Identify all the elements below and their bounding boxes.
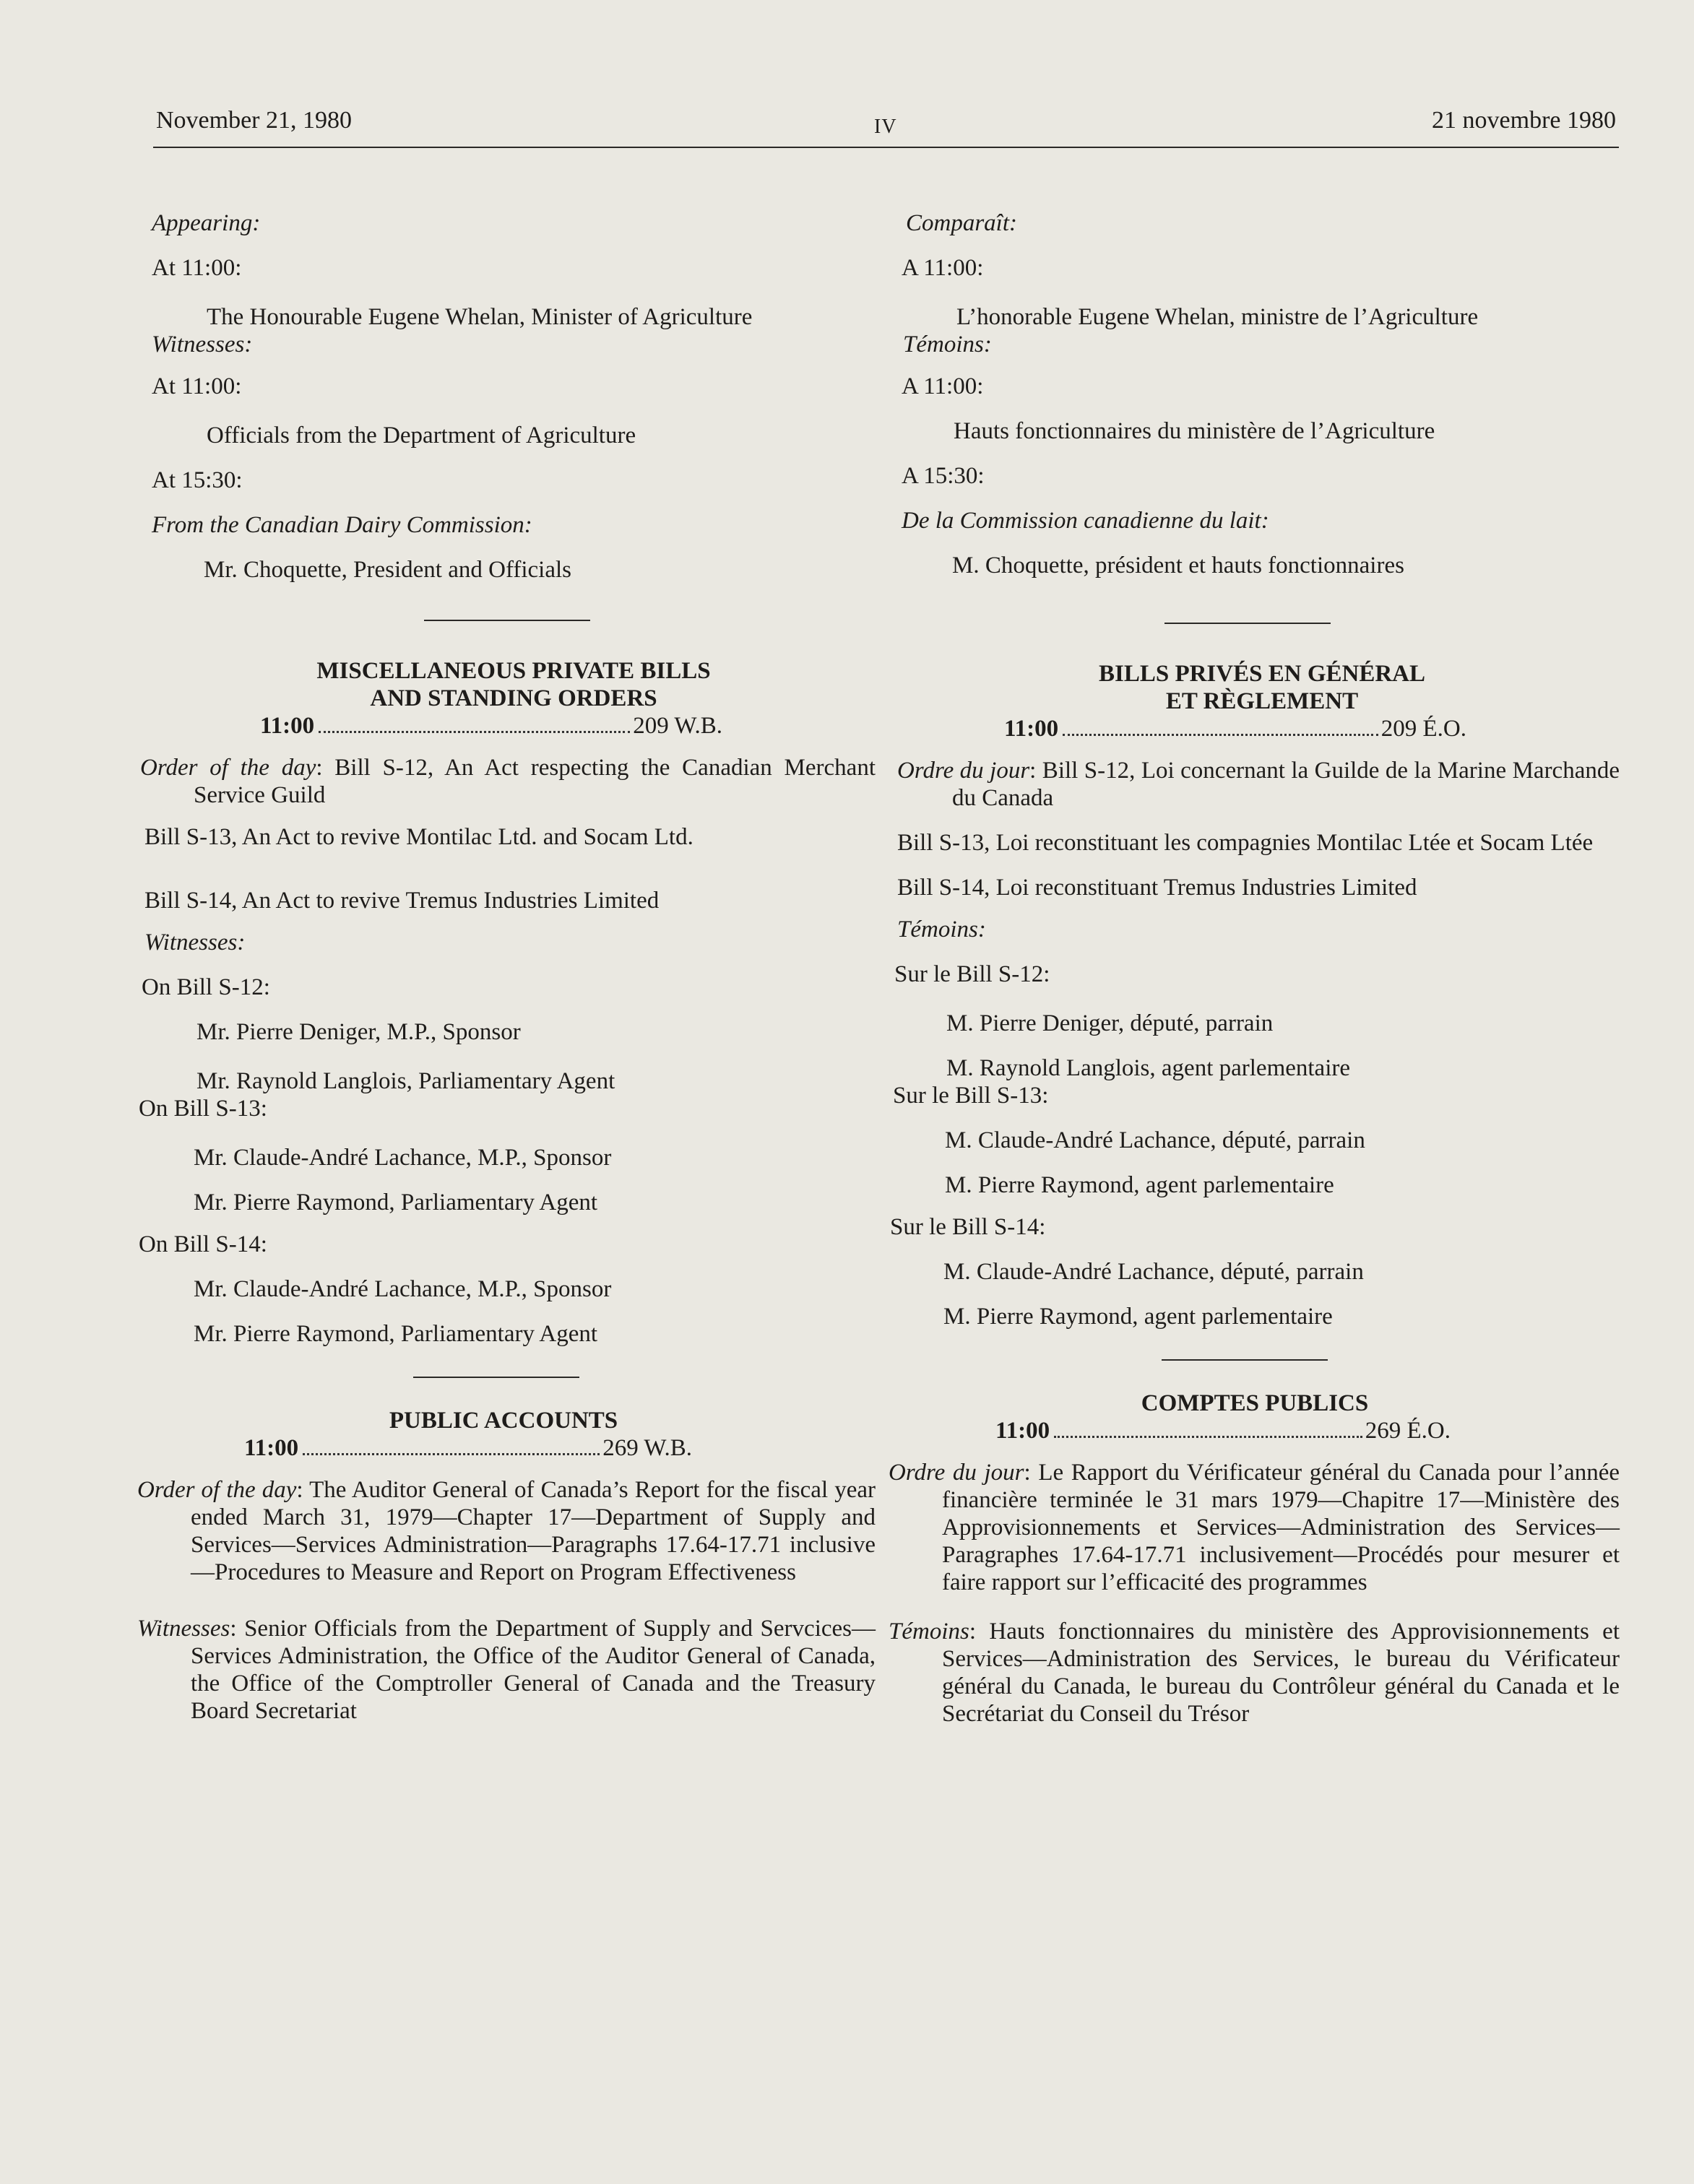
witness-name: Mr. Pierre Raymond, Parliamentary Agent [194,1190,598,1216]
meeting-room: 269 W.B. [602,1435,692,1461]
appearing-label: Comparaît: [906,210,1018,236]
witnesses-label: Témoins: [903,332,992,358]
leader-dots [1054,1436,1362,1438]
english-column [139,209,876,1725]
bill-s14: Bill S-14, An Act to revive Tremus Industries Limited [144,888,660,914]
witness-time-1: At 11:00: [152,373,242,399]
witness-name-2: M. Choquette, président et hauts fonctionnaires [952,552,1404,578]
witnesses-label: Témoins: [897,916,986,942]
meeting-room: 209 É.O. [1380,716,1466,742]
witness-name: M. Pierre Raymond, agent parlementaire [943,1304,1333,1330]
order-of-the-day: Order of the day: The Auditor General of Canada’s Report for the fiscal year ended March 31, 1979—Chapter 17—Department of Supply and Services—Services Administration—Paragraphs 17.64-17.71 inclusive—Procedures to Measure and Report on Program Effectiveness [137,1477,876,1585]
section-title: BILLS PRIVÉS EN GÉNÉRAL [1098,661,1426,687]
section-title: PUBLIC ACCOUNTS [389,1408,618,1434]
witness-name-1: Hauts fonctionnaires du ministère de l’Agriculture [954,418,1435,444]
witnesses-label: Witnesses: [144,930,246,956]
witness-name-2: Mr. Choquette, President and Officials [204,557,571,583]
witness-name: Mr. Pierre Raymond, Parliamentary Agent [194,1321,598,1347]
time-room-row [890,715,1466,742]
bill-s13: Bill S-13, An Act to revive Montilac Ltd. and Socam Ltd. [144,824,693,850]
witnesses-label: Witnesses: [152,332,253,358]
meeting-time: 11:00 [244,1435,299,1461]
leader-dots [319,731,630,733]
witness-org-2: From the Canadian Dairy Commission: [152,512,532,538]
time-room-row [139,1434,692,1462]
on-bill-s12: Sur le Bill S-12: [894,961,1050,987]
appearing-label: Appearing: [152,210,261,236]
witnesses-paragraph: Witnesses: Senior Officials from the Department of Supply and Servcices—Services Administration, the Office of the Auditor General of Canada, the Office of the Comptroller General of Canada and the Treasury Board Secretariat [137,1616,876,1724]
on-bill-s13: Sur le Bill S-13: [893,1083,1049,1109]
witness-name: M. Pierre Deniger, député, parrain [946,1010,1274,1036]
on-bill-s14: Sur le Bill S-14: [890,1214,1046,1240]
witness-name: M. Claude-André Lachance, député, parrain [945,1127,1365,1153]
french-column [890,209,1620,1728]
witness-name: M. Raynold Langlois, agent parlementaire [946,1055,1351,1081]
witness-name: M. Pierre Raymond, agent parlementaire [945,1172,1334,1198]
page-number: IV [874,116,897,138]
section-title: ET RÈGLEMENT [1165,688,1359,714]
bill-s13: Bill S-13, Loi reconstituant les compagnies Montilac Ltée et Socam Ltée [897,830,1594,856]
header-date-en: November 21, 1980 [156,107,353,134]
meeting-time: 11:00 [260,713,315,739]
witness-name-1: Officials from the Department of Agriculture [207,422,636,448]
meeting-room: 209 W.B. [633,713,722,739]
witness-time-1: A 11:00: [902,373,984,399]
appearing-name: L’honorable Eugene Whelan, ministre de l’Agriculture [956,304,1479,330]
witness-time-2: A 15:30: [902,463,985,489]
section-title: COMPTES PUBLICS [1141,1390,1369,1416]
order-of-the-day: Order of the day: Bill S-12, An Act respecting the Canadian Merchant Service Guild [140,755,876,808]
witness-org-2: De la Commission canadienne du lait: [902,508,1269,534]
witness-name: Mr. Claude-André Lachance, M.P., Sponsor [194,1145,612,1171]
section-title: MISCELLANEOUS PRIVATE BILLS [316,658,711,684]
meeting-room: 269 É.O. [1365,1418,1451,1444]
witness-time-2: At 15:30: [152,467,243,493]
order-of-the-day: Ordre du jour: Bill S-12, Loi concernant la Guilde de la Marine Marchande du Canada [897,758,1620,811]
time-room-row [152,712,722,740]
on-bill-s13: On Bill S-13: [139,1096,267,1122]
witness-name: Mr. Raynold Langlois, Parliamentary Agent [196,1068,615,1094]
leader-dots [1063,734,1378,736]
appearing-time: A 11:00: [902,255,984,281]
appearing-time: At 11:00: [152,255,242,281]
appearing-name: The Honourable Eugene Whelan, Minister of Agriculture [207,304,753,330]
leader-dots [303,1453,600,1455]
header-date-fr: 21 novembre 1980 [1432,107,1616,134]
witness-name: Mr. Pierre Deniger, M.P., Sponsor [196,1019,521,1045]
witnesses-paragraph: Témoins: Hauts fonctionnaires du ministère des Approvisionnements et Services—Administration des Services, le bureau du Vérificateur général du Canada, le bureau du Contrôleur général du Canada et le Secrétariat du Conseil du Trésor [889,1618,1620,1727]
meeting-time: 11:00 [1004,716,1059,742]
witness-name: Mr. Claude-André Lachance, M.P., Sponsor [194,1276,612,1302]
order-of-the-day: Ordre du jour: Le Rapport du Vérificateur général du Canada pour l’année financière terminée le 31 mars 1979—Chapitre 17—Ministère des Approvisionnements et Services—Administration des Services—Paragraphes 17.64-17.71 inclusivement—Procédés pour mesurer et faire rapport sur l’efficacité des programmes [889,1460,1620,1595]
header-rule [153,147,1619,148]
on-bill-s12: On Bill S-12: [142,974,270,1000]
witness-name: M. Claude-André Lachance, député, parrain [943,1259,1364,1285]
on-bill-s14: On Bill S-14: [139,1231,267,1257]
time-room-row [890,1417,1451,1444]
section-title: AND STANDING ORDERS [370,685,657,711]
meeting-time: 11:00 [995,1418,1050,1444]
bill-s14: Bill S-14, Loi reconstituant Tremus Industries Limited [897,875,1417,901]
